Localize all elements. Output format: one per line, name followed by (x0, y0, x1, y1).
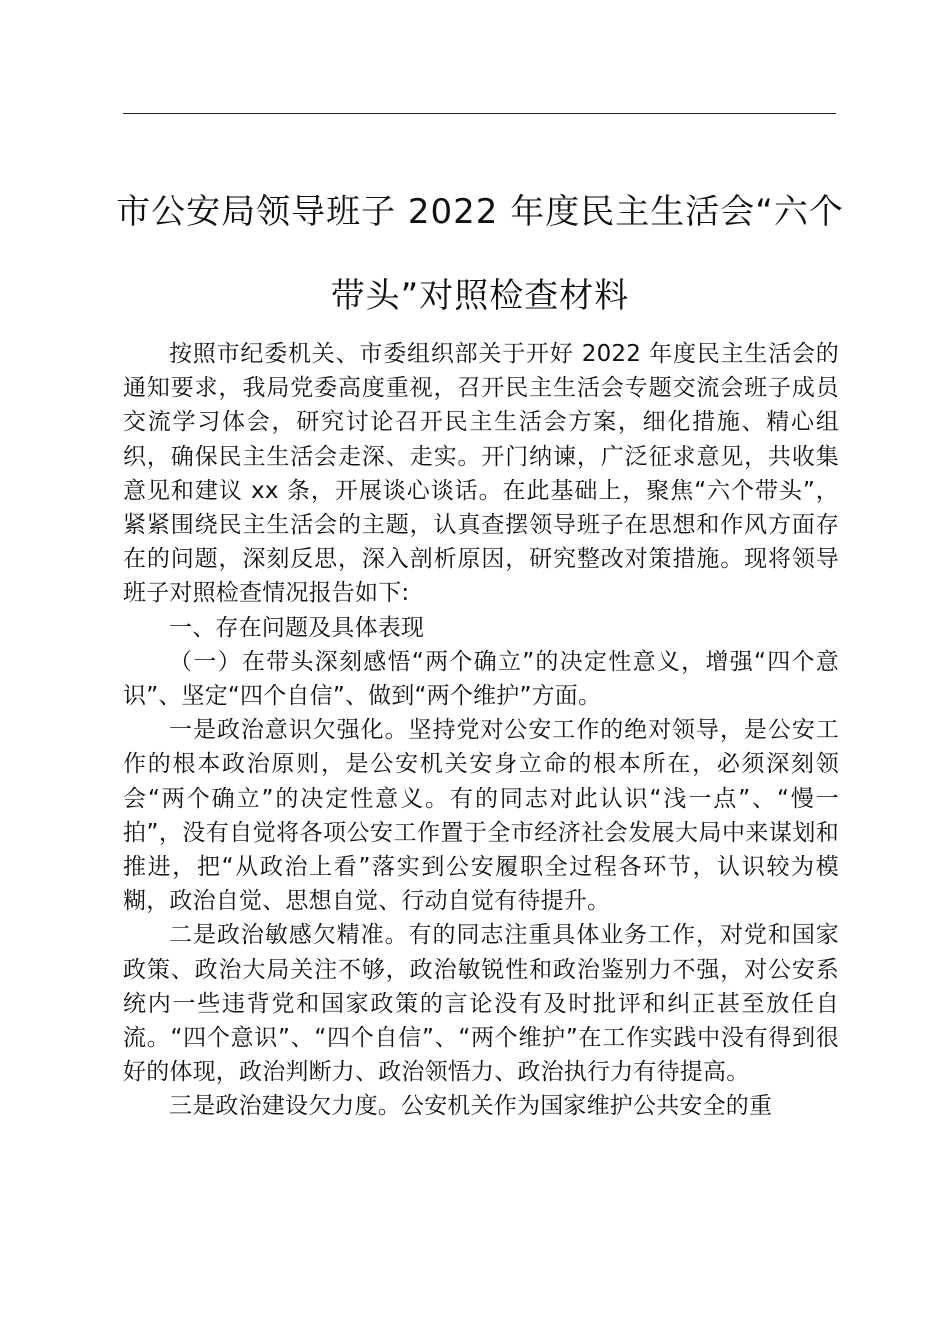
title-line-1: 市公安局领导班子 2022 年度民主生活会“六个 (116, 192, 844, 232)
subsection-heading: （一）在带头深刻感悟“两个确立”的决定性意义，增强“四个意识”、坚定“四个自信”、做到“两个维护”方面。 (123, 648, 839, 710)
section-heading: 一、存在问题及具体表现 (169, 614, 425, 641)
point-two-paragraph: 二是政治敏感欠精准。有的同志注重具体业务工作，对党和国家政策、政治大局关注不够，政治敏锐性和政治鉴别力不强，对公安系统内一些违背党和国家政策的言论没有及时批评和纠正甚至放任自流。“四个意识”、“四个自信”、“两个维护”在工作实践中没有得到很好的体现，政治判断力、政治领悟力、政治执行力有待提高。 (123, 922, 839, 1086)
point-three-paragraph: 三是政治建设欠力度。公安机关作为国家维护公共安全的重 (169, 1093, 773, 1120)
header-rule (123, 113, 836, 114)
document-title (110, 170, 850, 338)
intro-paragraph: 按照市纪委机关、市委组织部关于开好 2022 年度民主生活会的通知要求，我局党委高度重视，召开民主生活会专题交流会班子成员交流学习体会，研究讨论召开民主生活会方案，细化措施、精心组织，确保民主生活会走深、走实。开门纳谏，广泛征求意见，共收集意见和建议 xx 条，开展谈心谈话。在此基础上，聚焦“六个带头”，紧紧围绕民主生活会的主题，认真查摆领导班子在思想和作风方面存在的问题，深刻反思，深入剖析原因，研究整改对策措施。现将领导班子对照检查情况报告如下: (123, 341, 839, 607)
point-one-paragraph: 一是政治意识欠强化。坚持党对公安工作的绝对领导，是公安工作的根本政治原则，是公安机关安身立命的根本所在，必须深刻领会“两个确立”的决定性意义。有的同志对此认识“浅一点”、“慢一拍”，没有自觉将各项公安工作置于全市经济社会发展大局中来谋划和推进，把“从政治上看”落实到公安履职全过程各环节，认识较为模糊，政治自觉、思想自觉、行动自觉有待提升。 (123, 717, 839, 915)
document-body (123, 337, 839, 1124)
title-line-2: 带头”对照检查材料 (330, 276, 630, 316)
